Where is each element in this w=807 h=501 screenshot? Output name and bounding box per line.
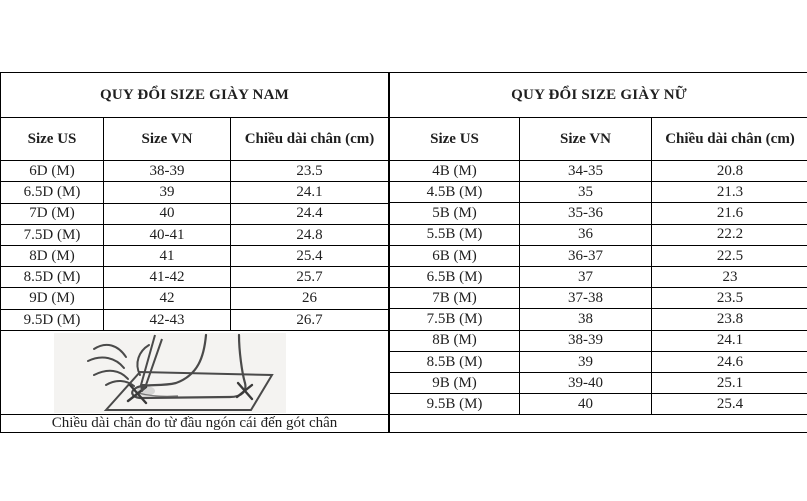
table-row [1,309,389,330]
table-row [390,288,807,309]
cell-foot-length: 23.5 [652,288,807,309]
men-column-header-size-vn: Size VN [104,118,231,161]
foot-measurement-icon [54,333,286,413]
cell-foot-length: 24.8 [231,224,389,245]
cell-foot-length: 22.5 [652,245,807,266]
cell-size-us: 8D (M) [1,246,104,267]
men-column-header-foot-length: Chiều dài chân (cm) [231,118,389,161]
cell-size-vn: 38-39 [520,330,652,351]
men-table-title: QUY ĐỔI SIZE GIÀY NAM [1,73,389,118]
cell-size-vn: 38-39 [104,161,231,182]
cell-size-us: 7B (M) [390,288,520,309]
table-row [390,245,807,266]
table-row [1,224,389,245]
cell-size-us: 6.5B (M) [390,266,520,287]
empty-bottom-row [390,415,807,433]
women-table-title-row [390,73,807,118]
women-column-header-size-us: Size US [390,118,520,161]
women-table-header-row [390,118,807,161]
cell-size-vn: 40 [520,394,652,415]
table-row [1,246,389,267]
table-row [390,394,807,415]
cell-foot-length: 20.8 [652,161,807,182]
cell-size-us: 9B (M) [390,372,520,393]
cell-foot-length: 25.1 [652,372,807,393]
cell-size-vn: 41-42 [104,267,231,288]
cell-size-us: 6.5D (M) [1,182,104,203]
table-row [390,203,807,224]
cell-size-vn: 41 [104,246,231,267]
cell-size-vn: 35-36 [520,203,652,224]
cell-size-vn: 34-35 [520,161,652,182]
cell-foot-length: 26 [231,288,389,309]
size-conversion-chart [0,72,807,433]
cell-foot-length: 21.3 [652,182,807,203]
table-row [390,182,807,203]
cell-size-vn: 38 [520,309,652,330]
table-row [390,224,807,245]
men-size-table [0,72,389,433]
cell-size-vn: 40 [104,203,231,224]
cell-size-us: 9D (M) [1,288,104,309]
caption-row [1,415,389,433]
men-table-header-row [1,118,389,161]
cell-size-us: 7.5B (M) [390,309,520,330]
cell-size-us: 4.5B (M) [390,182,520,203]
cell-size-us: 8.5D (M) [1,267,104,288]
table-row [390,372,807,393]
cell-foot-length: 24.4 [231,203,389,224]
cell-foot-length: 24.1 [652,330,807,351]
cell-size-us: 5B (M) [390,203,520,224]
table-row [1,288,389,309]
cell-size-vn: 39 [104,182,231,203]
cell-size-vn: 36 [520,224,652,245]
cell-size-us: 8.5B (M) [390,351,520,372]
table-row [1,203,389,224]
cell-foot-length: 25.7 [231,267,389,288]
table-row [390,351,807,372]
cell-size-vn: 39 [520,351,652,372]
table-row [390,330,807,351]
table-row [390,309,807,330]
cell-size-vn: 39-40 [520,372,652,393]
measurement-caption: Chiều dài chân đo từ đầu ngón cái đến gót chân [1,415,389,433]
cell-foot-length: 22.2 [652,224,807,245]
table-row [1,182,389,203]
table-row [390,266,807,287]
cell-size-vn: 37-38 [520,288,652,309]
cell-size-us: 4B (M) [390,161,520,182]
cell-foot-length: 24.6 [652,351,807,372]
women-column-header-foot-length: Chiều dài chân (cm) [652,118,807,161]
women-size-table [389,72,807,433]
cell-foot-length: 23 [652,266,807,287]
cell-size-vn: 37 [520,266,652,287]
cell-foot-length: 23.5 [231,161,389,182]
cell-size-vn: 42 [104,288,231,309]
cell-size-us: 6D (M) [1,161,104,182]
cell-size-vn: 42-43 [104,309,231,330]
cell-foot-length: 26.7 [231,309,389,330]
cell-foot-length: 23.8 [652,309,807,330]
cell-size-vn: 35 [520,182,652,203]
men-column-header-size-us: Size US [1,118,104,161]
cell-size-us: 7D (M) [1,203,104,224]
foot-measurement-illustration [54,333,286,413]
cell-foot-length: 24.1 [231,182,389,203]
cell-size-us: 7.5D (M) [1,224,104,245]
cell-foot-length: 25.4 [231,246,389,267]
men-table-title-row [1,73,389,118]
cell-size-us: 6B (M) [390,245,520,266]
cell-size-vn: 40-41 [104,224,231,245]
illustration-row [1,330,389,414]
cell-foot-length: 21.6 [652,203,807,224]
cell-size-vn: 36-37 [520,245,652,266]
cell-size-us: 9.5B (M) [390,394,520,415]
table-row [1,161,389,182]
women-table-title: QUY ĐỔI SIZE GIÀY NỮ [390,73,807,118]
cell-size-us: 9.5D (M) [1,309,104,330]
table-row [1,267,389,288]
cell-size-us: 5.5B (M) [390,224,520,245]
cell-size-us: 8B (M) [390,330,520,351]
women-column-header-size-vn: Size VN [520,118,652,161]
table-row [390,161,807,182]
cell-foot-length: 25.4 [652,394,807,415]
